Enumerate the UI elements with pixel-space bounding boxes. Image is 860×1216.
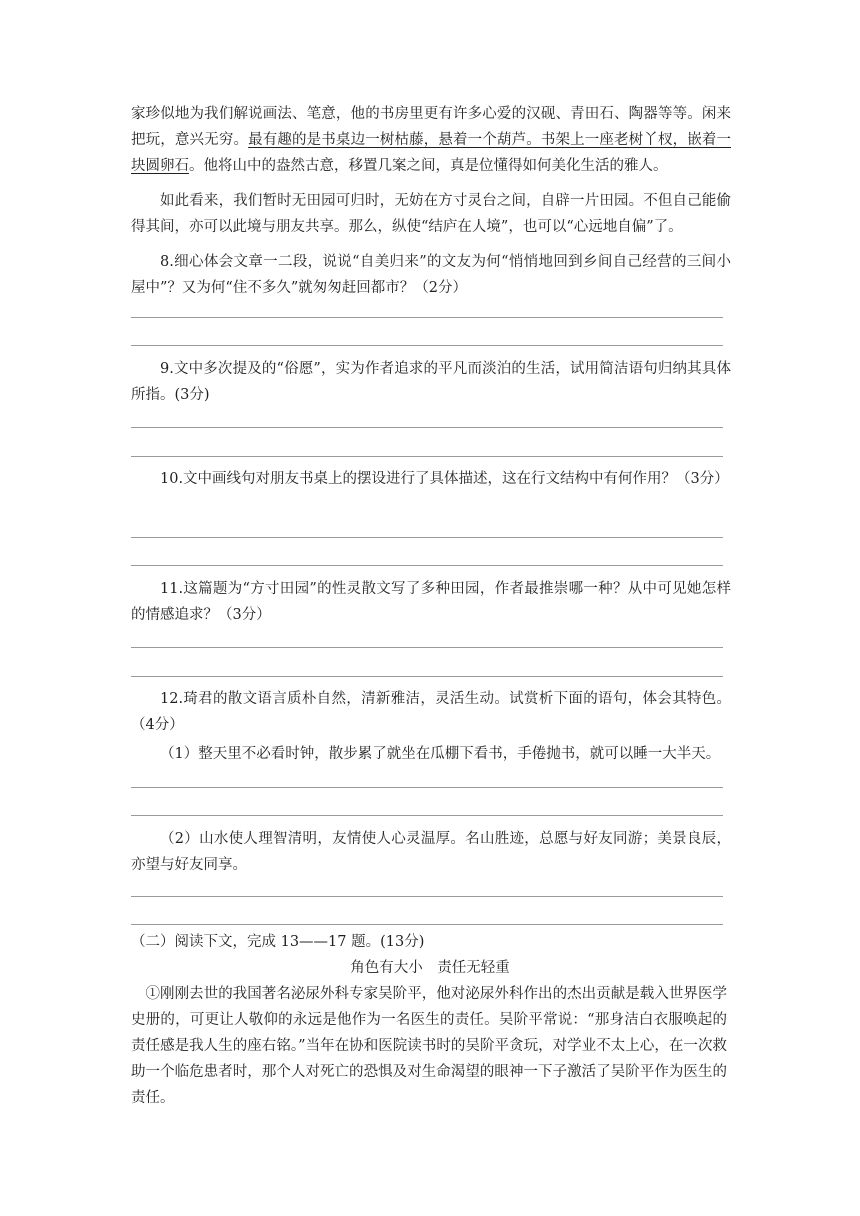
passage-paragraph-2: 如此看来，我们暂时无田园可归时，无妨在方寸灵台之间，自辟一片田园。不但自己能偷得其间，亦可以此境与朋友共享。那么，纵使“结庐在人境”，也可以“心远地自偏”了。 <box>131 193 731 235</box>
question-9: 9.文中多次提及的“俗愿”，实为作者追求的平凡而淡泊的生活，试用简洁语句归纳其具体所指。(3分) <box>131 361 731 403</box>
answer-line[interactable] <box>131 896 723 897</box>
answer-line[interactable] <box>131 787 723 788</box>
article-paragraph-1: ①刚刚去世的我国著名泌尿外科专家吴阶平，他对泌尿外科作出的杰出贡献是载入世界医学史册的，可更让人敬仰的永远是他作为一名医生的责任。吴阶平常说：“那身洁白衣服唤起的责任感是我人生的座右铭。”当年在协和医院读书时的吴阶平贪玩，对学业不太上心，在一次救助一个临危患者时，那个人对死亡的恐惧及对生命渴望的眼神一下子激活了吴阶平作为医生的责任。 <box>131 986 727 1106</box>
question-12-1: （1）整天里不必看时钟，散步累了就坐在瓜棚下看书，手倦抛书，就可以睡一大半天。 <box>160 746 721 762</box>
answer-line[interactable] <box>131 317 723 318</box>
underlined-sentence: 最有趣的是书桌边一树枯藤，悬着一个葫芦。书架上一座老树丫杈，嵌着一块圆卵石 <box>131 132 732 174</box>
answer-line[interactable] <box>131 456 723 457</box>
passage-p1-start: 家珍似地为我们解说画法、笔意，他的书房里更有许多心爱的汉砚、青田石、陶器等等。闲来把玩，意兴无穷。 <box>131 106 731 148</box>
question-11: 11.这篇题为“方寸田园”的性灵散文写了多种田园，作者最推崇哪一种？从中可见她怎样的情感追求？（3分） <box>131 581 731 623</box>
question-12-2: （2）山水使人理智清明，友情使人心灵温厚。名山胜迹，总愿与好友同游；美景良辰，亦望与好友同享。 <box>131 831 731 873</box>
passage-paragraph-1 <box>131 101 731 179</box>
section-2-heading: （二）阅读下文，完成 13——17 题。(13分) <box>131 934 425 950</box>
answer-line[interactable] <box>131 427 723 428</box>
answer-line[interactable] <box>131 537 723 538</box>
question-10: 10.文中画线句对朋友书桌上的摆设进行了具体描述，这在行文结构中有何作用？（3分） <box>160 471 729 487</box>
question-12: 12.琦君的散文语言质朴自然，清新雅洁，灵活生动。试赏析下面的语句，体会其特色。（4分） <box>131 691 731 733</box>
answer-line[interactable] <box>131 676 723 677</box>
answer-line[interactable] <box>131 565 723 566</box>
passage-p1-end: 。他将山中的盎然古意，移置几案之间，真是位懂得如何美化生活的雅人。 <box>189 158 668 174</box>
article-title: 角色有大小 责任无轻重 <box>350 960 510 976</box>
question-8: 8.细心体会文章一二段，说说“自美归来”的文友为何“悄悄地回到乡间自己经营的三间小屋中”？又为何“住不多久”就匆匆赶回都市？（2分） <box>131 254 731 296</box>
answer-line[interactable] <box>131 815 723 816</box>
answer-line[interactable] <box>131 924 723 925</box>
answer-line[interactable] <box>131 647 723 648</box>
answer-line[interactable] <box>131 345 723 346</box>
